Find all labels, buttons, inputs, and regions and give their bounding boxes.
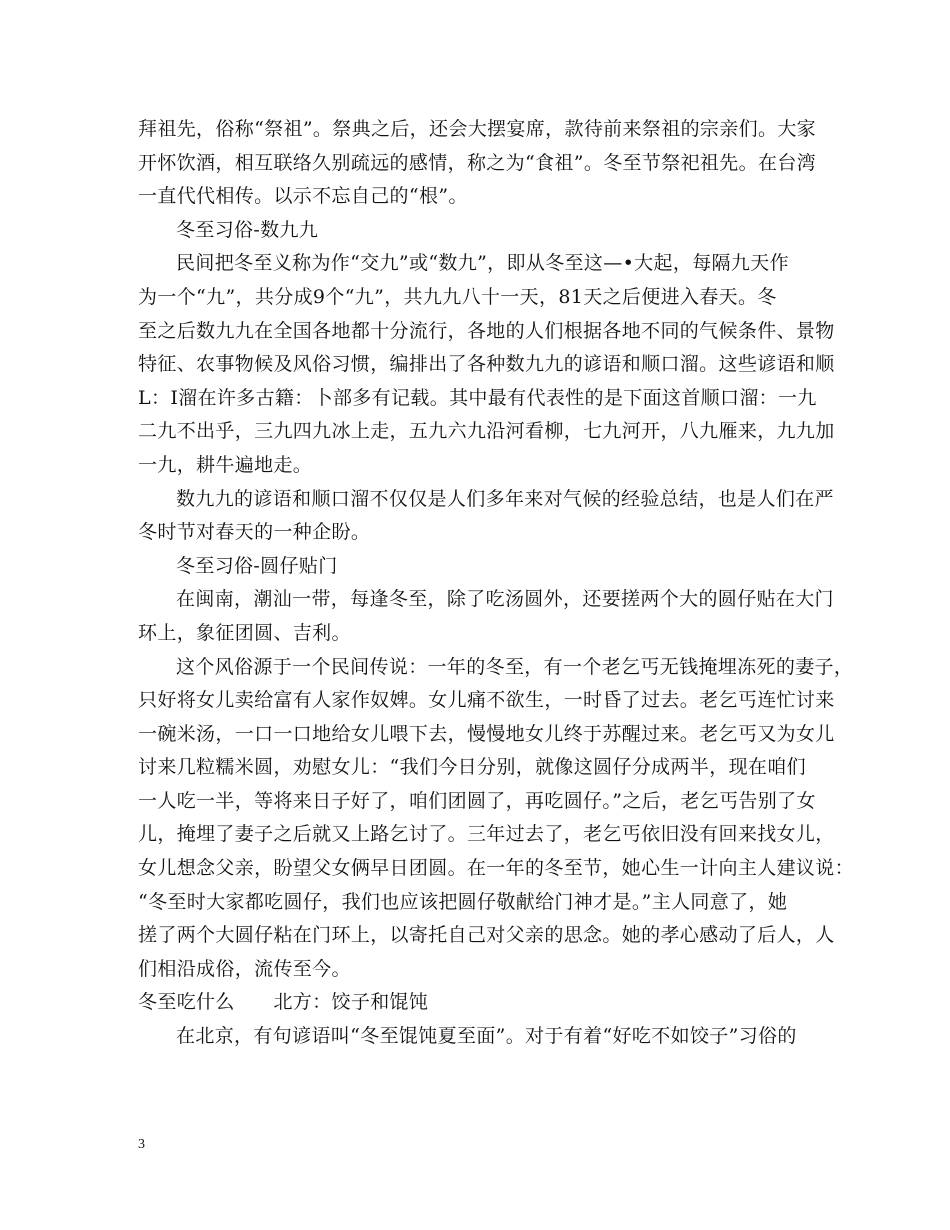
text-line: 女儿想念父亲，盼望父女俩早日团圆。在一年的冬至节，她心生一计向主人建议说：: [138, 857, 854, 880]
paragraph-first-line: 在闽南，潮汕一带，每逢冬至，除了吃汤圆外，还要搓两个大的圆仔贴在大门: [176, 588, 834, 611]
document-body: [138, 113, 854, 1054]
text-line: 讨来几粒糯米圆，劝慰女儿：“我们今日分别，就像这圆仔分成两半，现在咱们: [138, 756, 806, 779]
paragraph-first-line: 这个风俗源于一个民间传说：一年的冬至，有一个老乞丐无钱掩埋冻死的妻子，: [176, 655, 854, 678]
text-line: 特征、农事物候及风俗习惯，编排出了各种数九九的谚语和顺口溜。这些谚语和顺: [138, 353, 835, 376]
text-line: 一九，耕牛遍地走。: [138, 453, 313, 476]
text-line: L：I溜在许多古籍：卜部多有记载。其中最有代表性的是下面这首顺口溜：一九: [138, 386, 817, 409]
text-line: 一碗米汤，一口一口地给女儿喂下去，慢慢地女儿终于苏醒过来。老乞丐又为女儿: [138, 722, 835, 745]
text-line: 开怀饮酒，相互联络久别疏远的感情，称之为“食祖”。冬至节祭祀祖先。在台湾: [138, 151, 817, 174]
paragraph-first-line: 民间把冬至义称为作“交九”或“数九”，即从冬至这—•大起，每隔九天作: [176, 252, 789, 275]
text-line: “冬至时大家都吃圆仔，我们也应该把圆仔敬献给门神才是。”主人同意了，她: [138, 890, 788, 913]
text-line: 只好将女儿卖给富有人家作奴婢。女儿痛不欲生，一时昏了过去。老乞丐连忙讨来: [138, 689, 835, 712]
text-line: 为一个“九”，共分成9个“九”，共九九八十一天，81天之后便进入春天。冬: [138, 285, 777, 308]
text-line: 至之后数九九在全国各地都十分流行，各地的人们根据各地不同的气候条件、景物: [138, 319, 835, 342]
text-line: 二九不出乎，三九四九冰上走，五九六九沿河看柳，七九河开，八九雁来，九九加: [138, 420, 835, 443]
paragraph-first-line: 在北京，有句谚语叫“冬至馄饨夏至面”。对于有着“好吃不如饺子”习俗的: [176, 1025, 797, 1048]
text-line: 一直代代相传。以示不忘自己的“根”。: [138, 185, 468, 208]
text-line: 儿，掩埋了妻子之后就又上路乞讨了。三年过去了，老乞丐依旧没有回来找女儿，: [138, 823, 835, 846]
text-line: 们相沿成俗，流传至今。: [138, 957, 351, 980]
paragraph-first-line: 数九九的谚语和顺口溜不仅仅是人们多年来对气候的经验总结，也是人们在严: [176, 487, 834, 510]
text-line: 搓了两个大圆仔粘在门环上，以寄托自己对父亲的思念。她的孝心感动了后人，人: [138, 924, 835, 947]
section-heading: 冬至习俗-圆仔贴门: [176, 554, 338, 577]
text-line: 一人吃一半，等将来日子好了，咱们团圆了，再吃圆仔。”之后，老乞丐告别了女: [138, 789, 816, 812]
text-line: 冬时节对春天的一种企盼。: [138, 521, 371, 544]
section-heading: 冬至习俗-数九九: [176, 218, 319, 241]
text-line: 拜祖先，俗称“祭祖”。祭典之后，还会大摆宴席，款待前来祭祖的宗亲们。大家: [138, 118, 817, 140]
section-heading: 冬至吃什么 北方：饺子和馄饨: [138, 991, 429, 1014]
text-line: 环上，象征团圆、吉利。: [138, 621, 351, 644]
page-number: 3: [138, 1137, 145, 1152]
